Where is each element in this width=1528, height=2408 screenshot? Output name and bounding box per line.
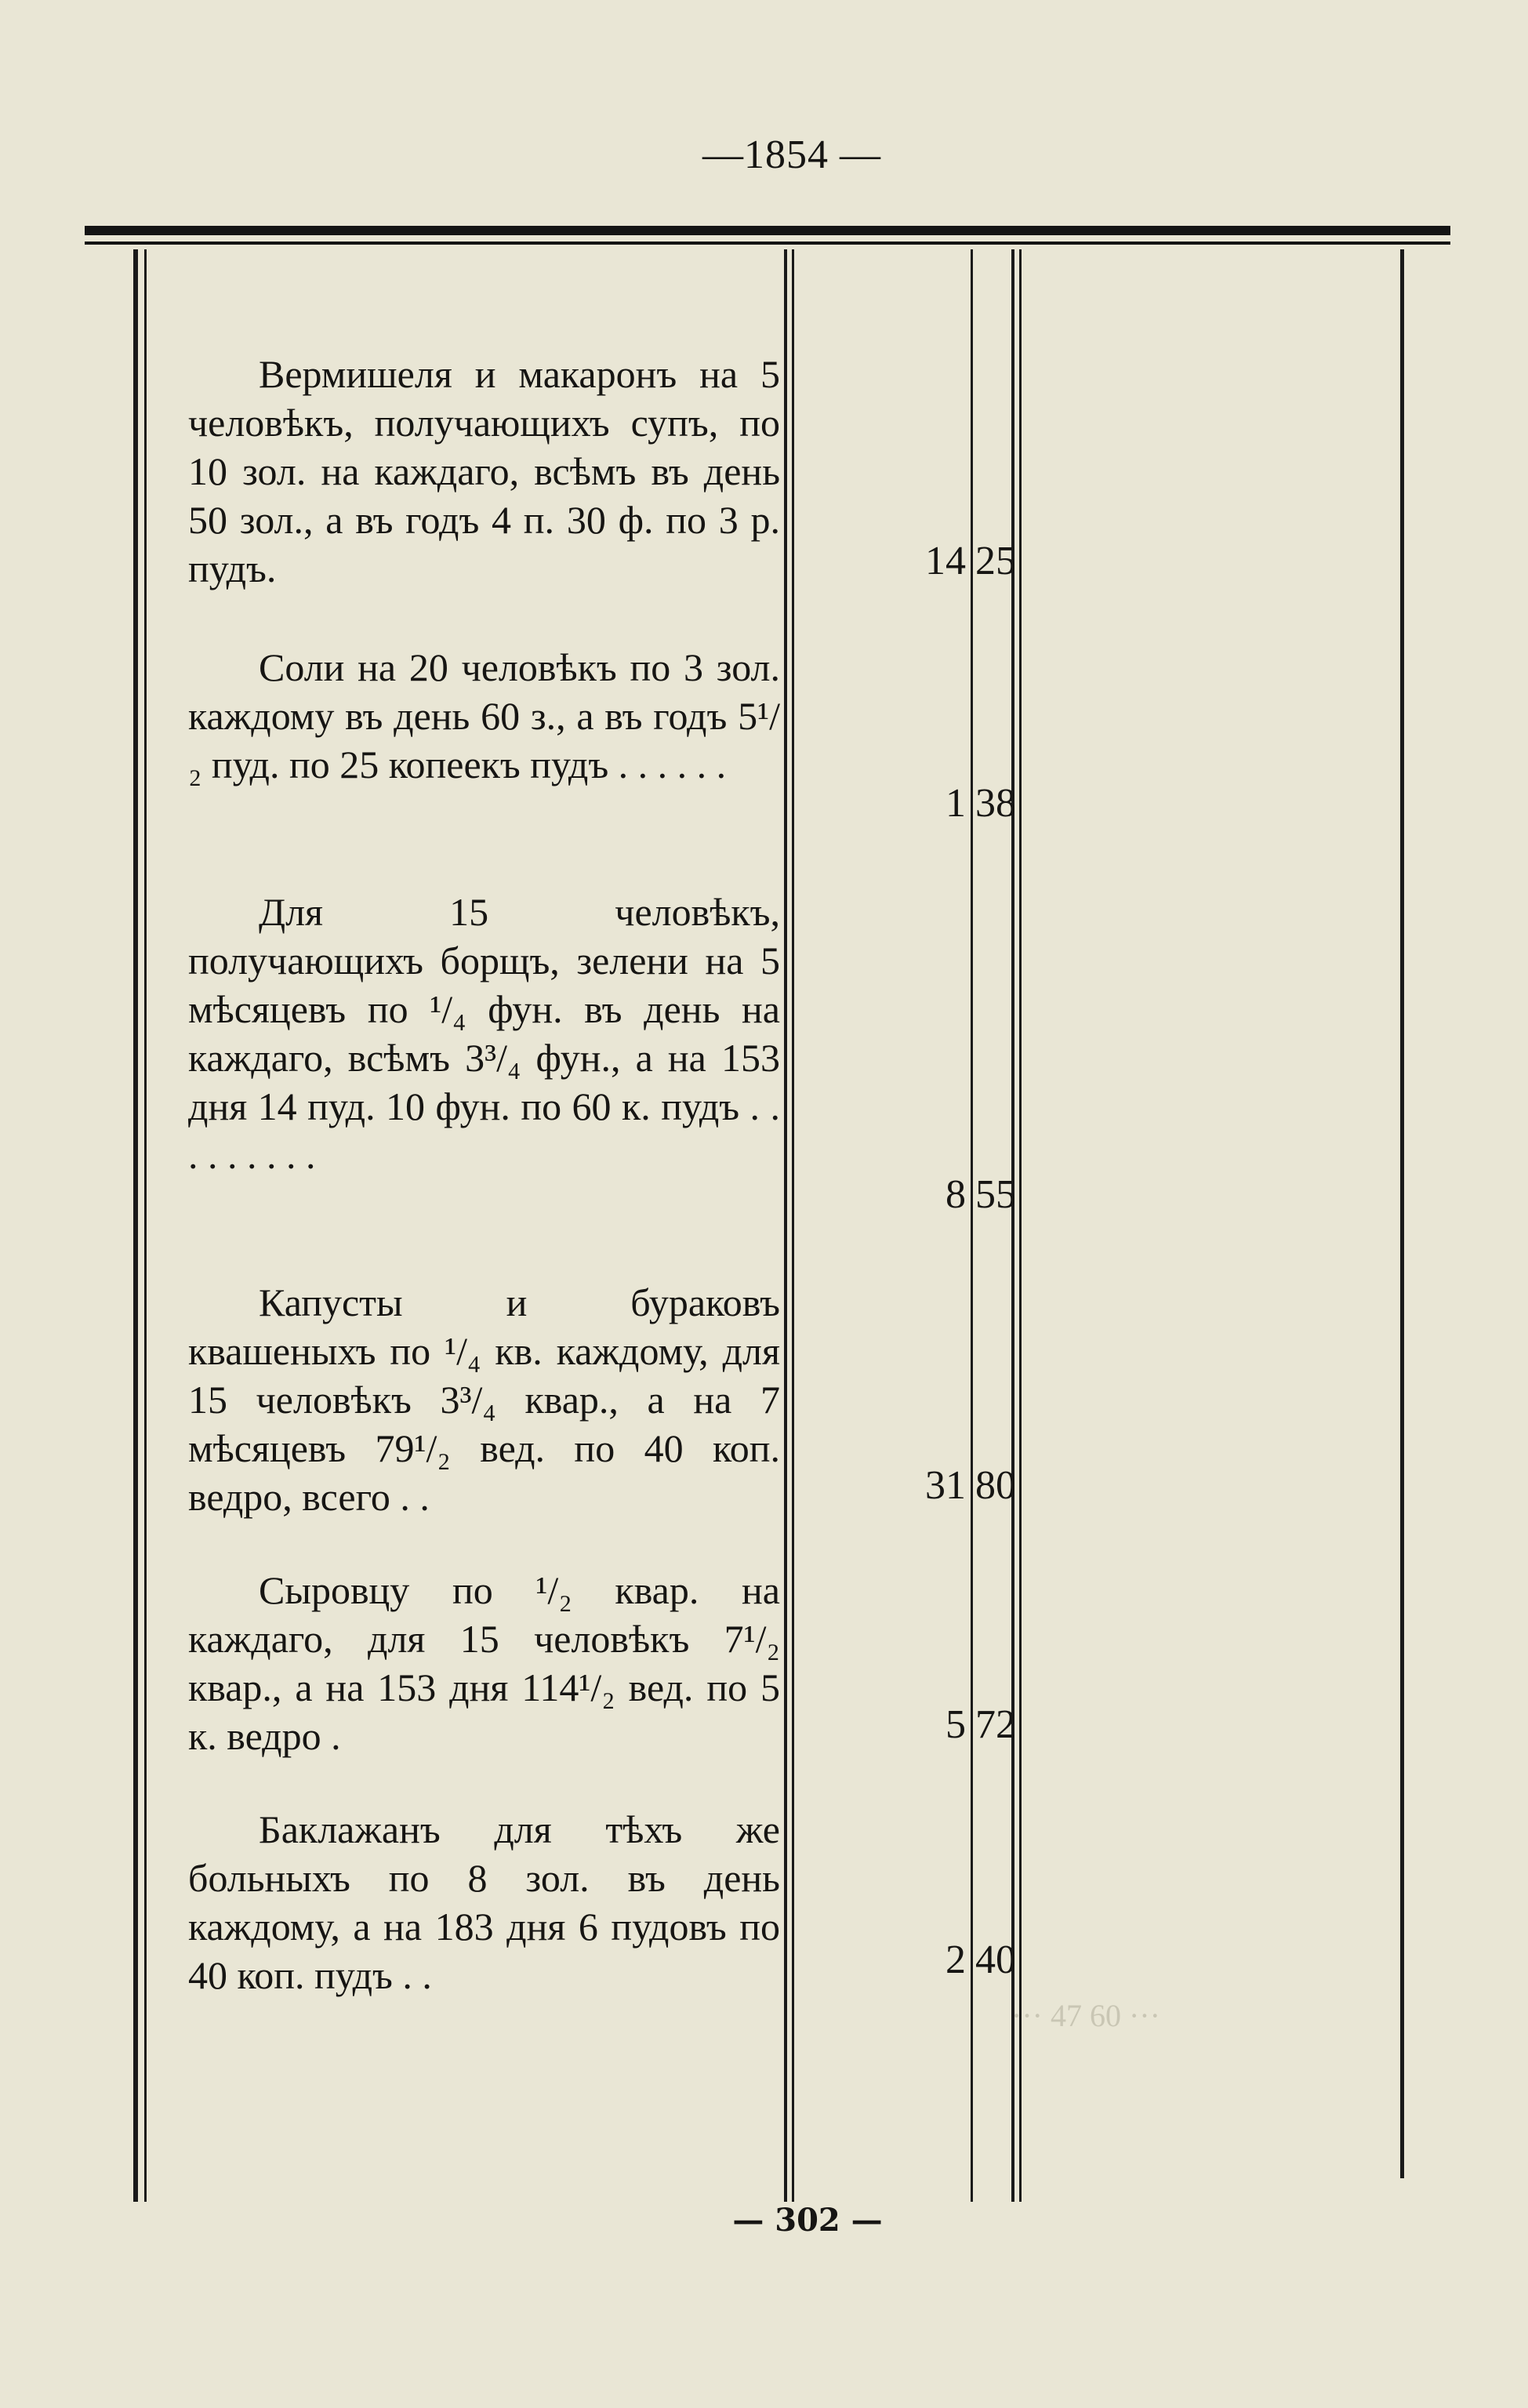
entry-rubles: 8 bbox=[945, 1172, 966, 1217]
text-column-divider bbox=[784, 249, 787, 2202]
entry-rubles: 5 bbox=[945, 1702, 966, 1747]
page-header-year: —1854 — bbox=[702, 133, 881, 177]
entry-text: Баклажанъ для тѣхъ же больныхъ по 8 зол. въ день каждому, а на 183 дня 6 пудовъ по 40 коп. пудъ . . bbox=[188, 1807, 780, 1997]
entry-text: Сыровцу по ¹/₂ квар. на каждаго, для 15 человѣкъ 7¹/₂ квар., а на 153 дня 114¹/₂ вед. по 5 к. ведро . bbox=[188, 1568, 780, 1758]
entry-text: Соли на 20 человѣкъ по 3 зол. каждому въ день 60 з., а въ годъ 5¹/₂ пуд. по 25 копеекъ пудъ . . . . . . bbox=[188, 645, 780, 786]
text-column-divider-inner bbox=[792, 249, 794, 2202]
table-left-border-inner bbox=[144, 249, 147, 2202]
entry-kopeks: 38 bbox=[975, 781, 1016, 826]
entry-kopeks: 72 bbox=[975, 1702, 1016, 1747]
header-rule-thick bbox=[85, 226, 1450, 235]
ledger-entry bbox=[188, 350, 780, 593]
ledger-entry bbox=[188, 1278, 780, 1521]
entry-kopeks: 40 bbox=[975, 1938, 1016, 1982]
ledger-entry bbox=[188, 888, 780, 1179]
table-right-border bbox=[1400, 249, 1404, 2178]
header-rule-thin bbox=[85, 242, 1450, 245]
entry-rubles: 1 bbox=[945, 781, 966, 826]
entry-kopeks: 80 bbox=[975, 1463, 1016, 1508]
ledger-entry bbox=[188, 643, 780, 789]
entry-text: Вермишеля и макаронъ на 5 человѣкъ, получающихъ супъ, по 10 зол. на каждаго, всѣмъ въ день 50 зол., а въ годъ 4 п. 30 ф. по 3 р. пудъ. bbox=[188, 352, 780, 590]
show-through-mark: ··· 47 60 ··· bbox=[1011, 1998, 1160, 2033]
entry-text: Для 15 человѣкъ, получающихъ борщъ, зелени на 5 мѣсяцевъ по ¹/₄ фун. въ день на каждаго, всѣмъ 3³/₄ фун., а на 153 дня 14 пуд. 10 фун. по 60 к. пудъ . . . . . . . . . bbox=[188, 890, 780, 1177]
ledger-entry bbox=[188, 1566, 780, 1760]
entry-text: Капусты и бураковъ квашеныхъ по ¹/₄ кв. каждому, для 15 человѣкъ 3³/₄ квар., а на 7 мѣсяцевъ 79¹/₂ вед. по 40 коп. ведро, всего . . bbox=[188, 1280, 780, 1519]
entry-kopeks: 25 bbox=[975, 539, 1016, 583]
table-left-border bbox=[133, 249, 138, 2202]
entry-kopeks: 55 bbox=[975, 1172, 1016, 1217]
entry-rubles: 31 bbox=[925, 1463, 966, 1508]
rubles-kopeks-divider bbox=[971, 249, 973, 2202]
entry-rubles: 14 bbox=[925, 539, 966, 583]
page-number: — 302 — bbox=[732, 2202, 883, 2239]
ledger-entry bbox=[188, 1805, 780, 1999]
entry-rubles: 2 bbox=[945, 1938, 966, 1982]
